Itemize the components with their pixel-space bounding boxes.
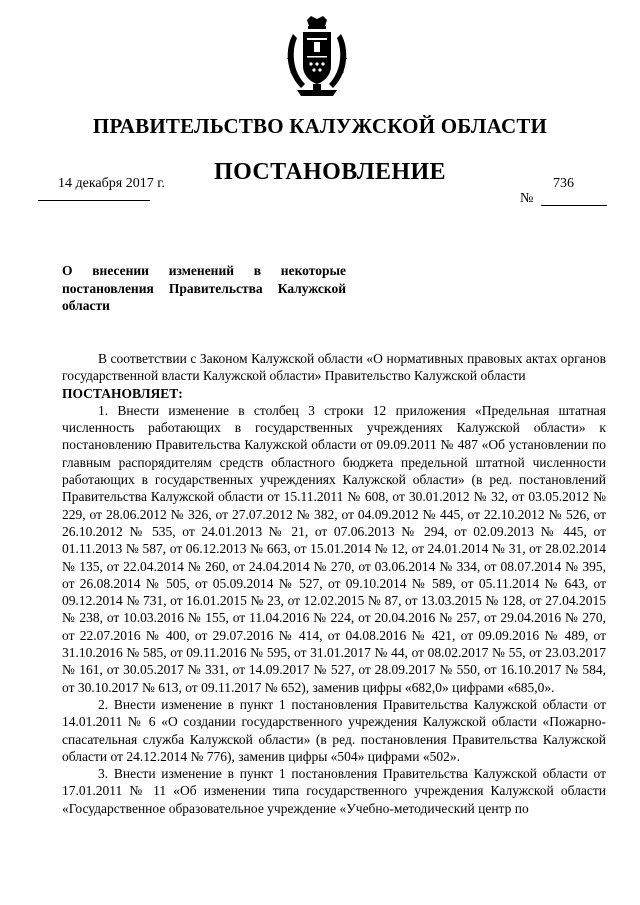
coat-of-arms-emblem — [283, 14, 351, 100]
document-body — [62, 350, 606, 817]
item-2-paragraph: 2. Внести изменение в пункт 1 постановления Правительства Калужской области от 14.01.2011 № 6 «О создании государственного учреждения Калужской области «Пожарно-спасательная служба Калужской области» (в ред. постановления Правительства Калужской области от 24.12.2014 № 776), заменив цифры «504» цифрами «502». — [62, 696, 606, 764]
document-subject: О внесении изменений в некоторые постановления Правительства Калужской области — [62, 263, 346, 313]
document-type-heading: ПОСТАНОВЛЕНИЕ — [214, 159, 446, 185]
number-underline — [541, 205, 607, 206]
number-sign: № — [520, 191, 534, 206]
decree-word: ПОСТАНОВЛЯЕТ: — [62, 385, 183, 401]
document-date: 14 декабря 2017 г. — [58, 176, 165, 191]
preamble-paragraph: В соответствии с Законом Калужской области «О нормативных правовых актах органов государственной власти Калужской области» Правительство Калужской области — [62, 351, 606, 384]
government-title: ПРАВИТЕЛЬСТВО КАЛУЖСКОЙ ОБЛАСТИ — [92, 114, 548, 138]
document-number: 736 — [553, 176, 574, 191]
item-3-paragraph: 3. Внести изменение в пункт 1 постановления Правительства Калужской области от 17.01.2011 № 11 «Об изменении типа государственного учреждения Калужской области «Государственное образовательное учреждение «Учебно-методический центр по — [62, 766, 606, 816]
date-underline — [38, 200, 150, 201]
item-1-paragraph: 1. Внести изменение в столбец 3 строки 12 приложения «Предельная штатная численность работающих в государственных учреждениях Калужской области» к постановлению Правительства Калужской области от 09.09.2011 № 487 «Об установлении по главным распорядителям средств областного бюджета предельной штатной численности работающих в государственных учреждениях Калужской области» (в ред. постановлений Правительства Калужской области от 15.11.2011 № 608, от 30.01.2012 № 32, от 03.05.2012 № 229, от 28.06.2012 № 326, от 27.07.2012 № 382, от 04.09.2012 № 445, от 22.10.2012 № 526, от 26.10.2012 № 535, от 24.01.2013 № 21, от 07.06.2013 № 294, от 02.09.2013 № 445, от 01.11.2013 № 587, от 06.12.2013 № 663, от 15.01.2014 № 12, от 24.01.2014 № 31, от 28.02.2014 № 135, от 22.04.2014 № 260, от 24.04.2014 № 270, от 03.06.2014 № 334, от 08.07.2014 № 395, от 26.08.2014 № 505, от 05.09.2014 № 527, от 09.10.2014 № 589, от 05.11.2014 № 643, от 09.12.2014 № 731, от 16.01.2015 № 23, от 12.02.2015 № 87, от 13.03.2015 № 128, от 27.04.2015 № 238, от 10.03.2016 № 155, от 11.04.2016 № 224, от 20.04.2016 № 257, от 29.04.2016 № 270, от 22.07.2016 № 400, от 29.07.2016 № 414, от 04.08.2016 № 421, от 09.09.2016 № 489, от 31.10.2016 № 585, от 09.11.2016 № 595, от 31.01.2017 № 44, от 08.02.2017 № 55, от 23.03.2017 № 161, от 30.05.2017 № 331, от 14.09.2017 № 527, от 28.09.2017 № 550, от 16.10.2017 № 584, от 30.10.2017 № 613, от 09.11.2017 № 652), заменив цифры «682,0» цифрами «685,0». — [62, 402, 606, 695]
